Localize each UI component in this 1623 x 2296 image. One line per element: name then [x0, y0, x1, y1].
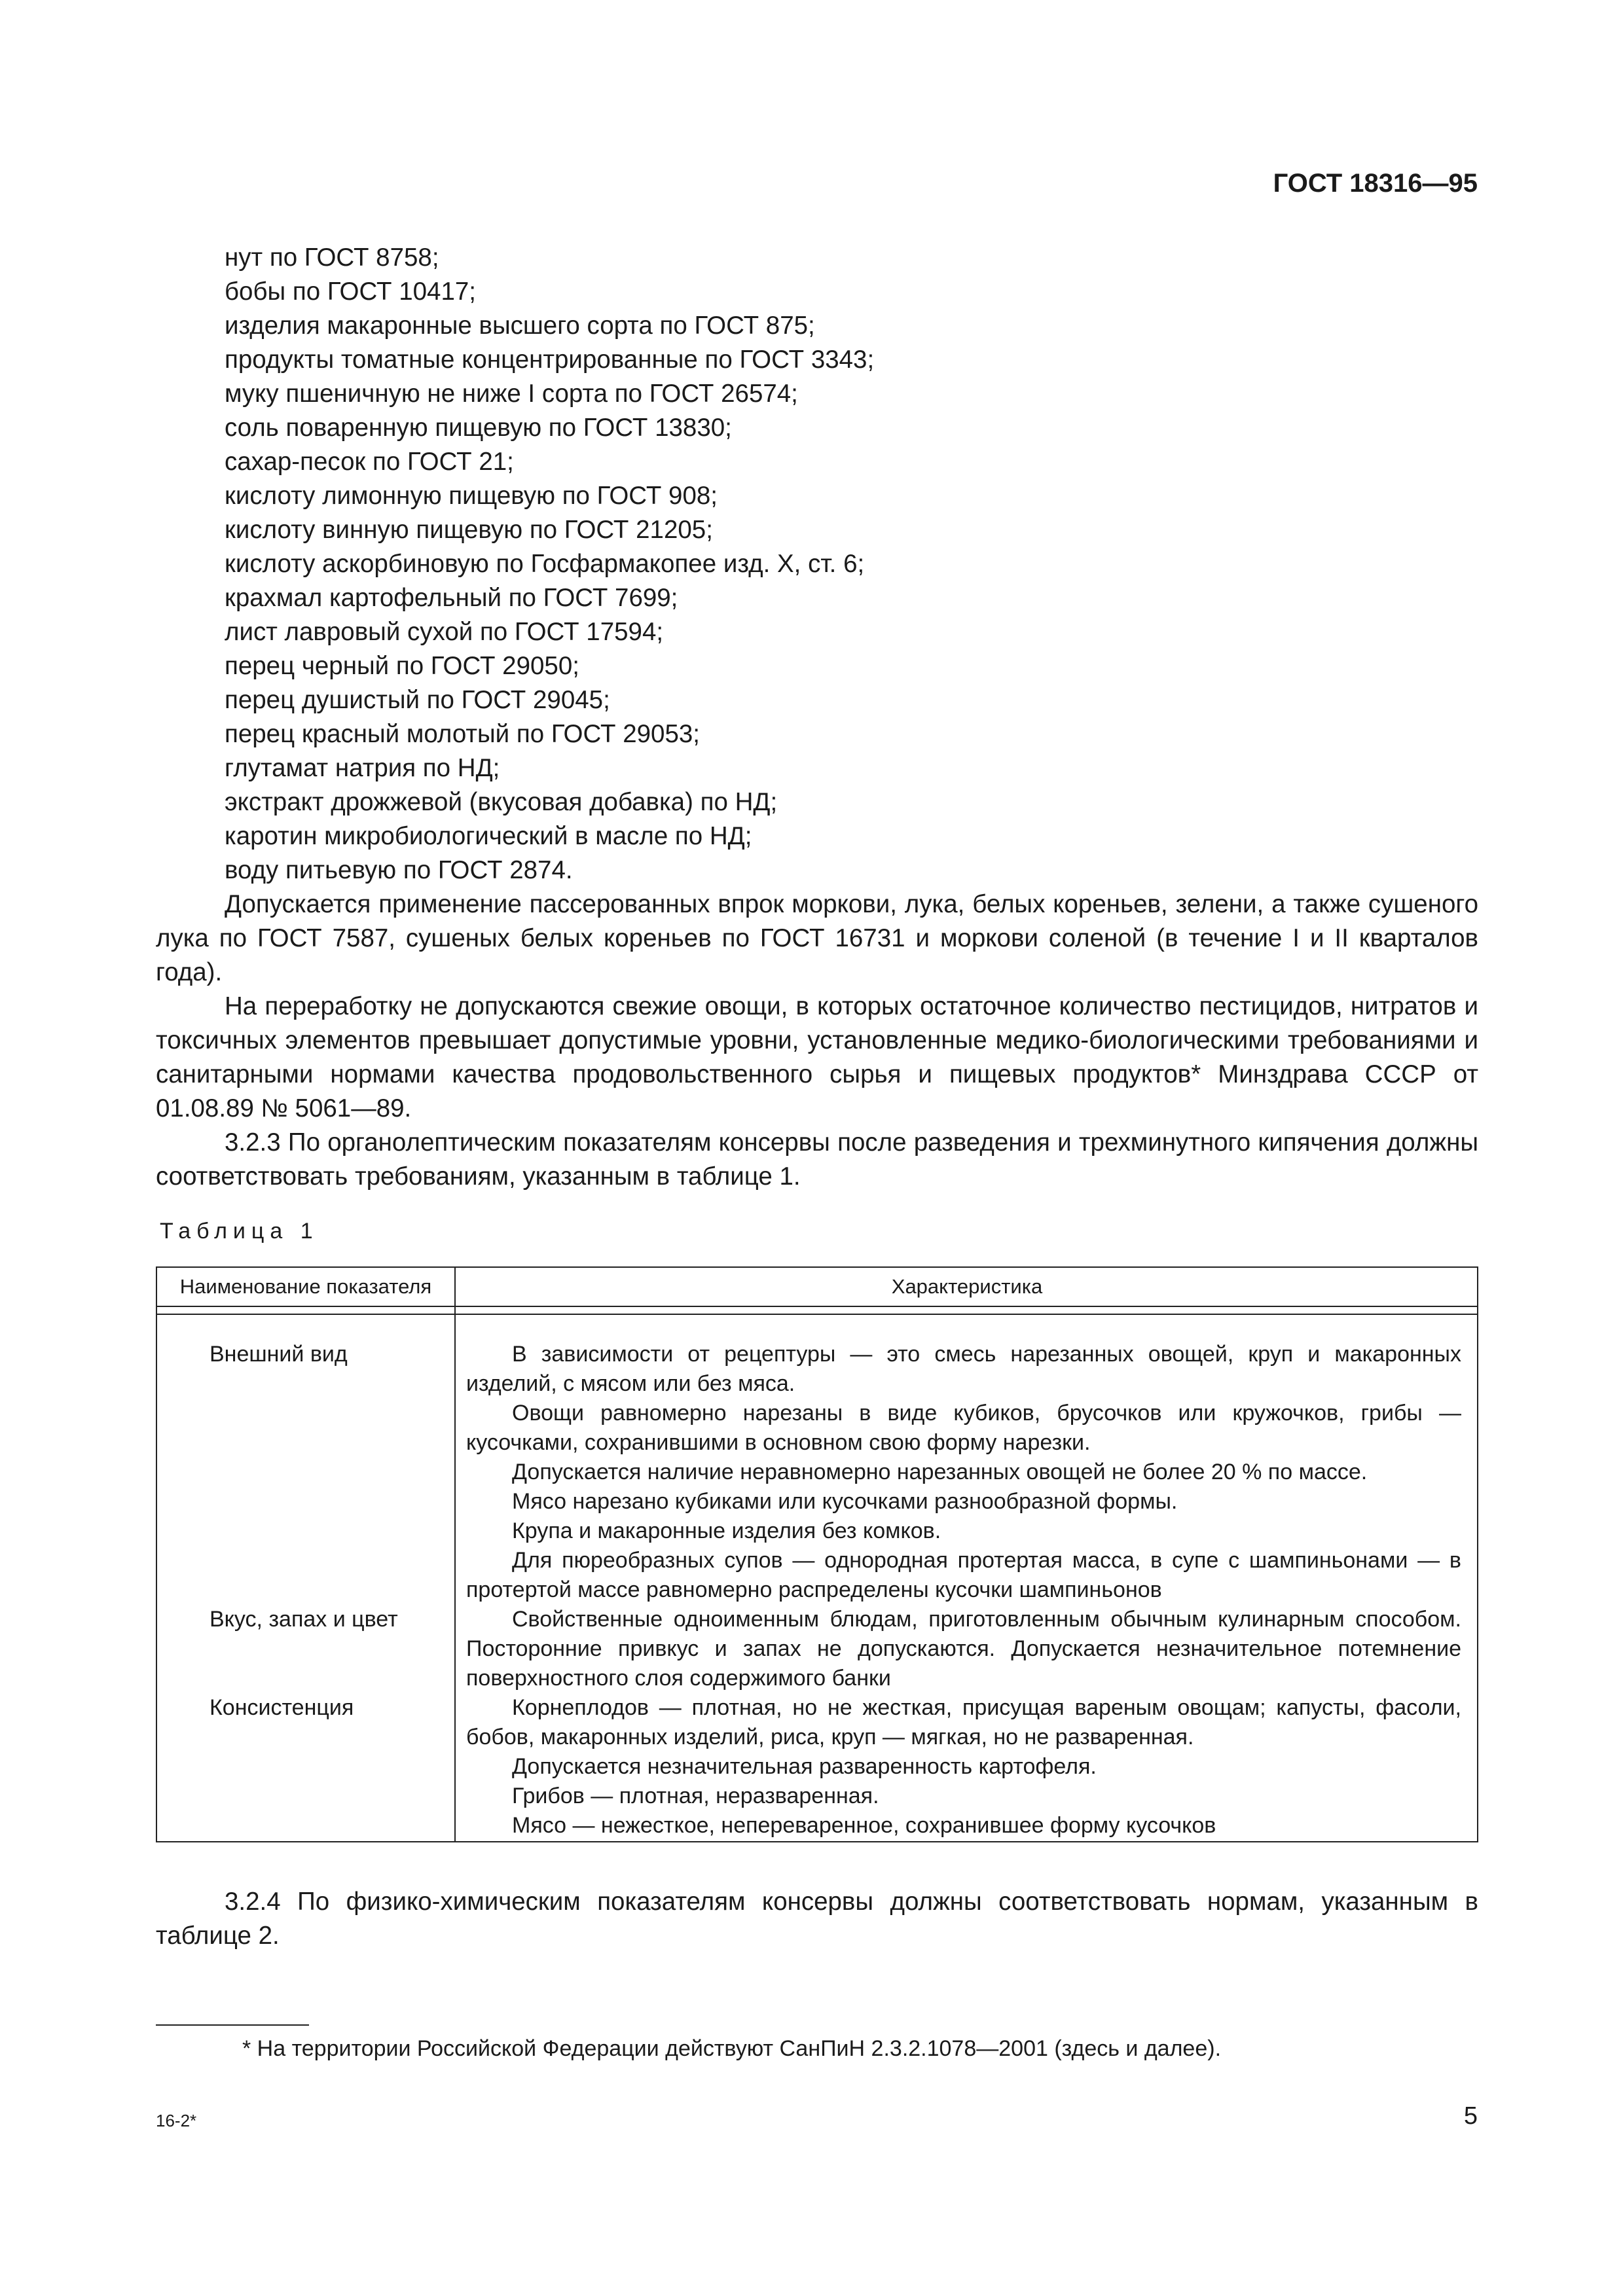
- appearance-paragraph: Для пюреобразных супов — однородная протертая масса, в супе с шампиньонами — в протертой массе равномерно распределены кусочки шампиньонов: [466, 1548, 1461, 1602]
- appearance-paragraph: Крупа и макаронные изделия без комков.: [512, 1518, 941, 1543]
- organoleptic-table: [156, 1266, 1478, 1842]
- consistency-paragraph: Мясо — нежесткое, непереваренное, сохранившее форму кусочков: [512, 1813, 1216, 1838]
- ingredient-item: муку пшеничную не ниже I сорта по ГОСТ 26574;: [225, 380, 798, 408]
- footnote-separator: [156, 2024, 309, 2026]
- ingredient-item: экстракт дрожжевой (вкусовая добавка) по НД;: [225, 788, 778, 816]
- ingredient-item: кислоту лимонную пищевую по ГОСТ 908;: [225, 482, 718, 510]
- paragraph-3-2-3: 3.2.3 По органолептическим показателям консервы после разведения и трехминутного кипячения должны соответствовать требованиям, указанным в таблице 1.: [156, 1128, 1478, 1191]
- ingredient-item: перец душистый по ГОСТ 29045;: [225, 686, 610, 714]
- ingredient-item: продукты томатные концентрированные по ГОСТ 3343;: [225, 346, 875, 374]
- ingredient-item: каротин микробиологический в масле по НД;: [225, 822, 752, 850]
- body-text: [156, 241, 1478, 1194]
- row-name-consistency: Консистенция: [210, 1695, 354, 1720]
- ingredient-item: крахмал картофельный по ГОСТ 7699;: [225, 584, 678, 612]
- body-text-after-table: [156, 1885, 1478, 1953]
- ingredient-item: бобы по ГОСТ 10417;: [225, 278, 476, 306]
- appearance-paragraph: В зависимости от рецептуры — это смесь нарезанных овощей, круп и макаронных изделий, с мясом или без мяса.: [466, 1342, 1461, 1396]
- ingredient-item: соль поваренную пищевую по ГОСТ 13830;: [225, 414, 732, 442]
- ingredient-item: перец красный молотый по ГОСТ 29053;: [225, 720, 700, 748]
- appearance-paragraph: Мясо нарезано кубиками или кусочками разнообразной формы.: [512, 1489, 1178, 1514]
- footnote: * На территории Российской Федерации действуют СанПиН 2.3.2.1078—2001 (здесь и далее).: [242, 2036, 1222, 2061]
- column-header-characteristic: Характеристика: [891, 1275, 1043, 1298]
- row-name-appearance: Внешний вид: [210, 1342, 348, 1367]
- consistency-paragraph: Корнеплодов — плотная, но не жесткая, присущая вареным овощам; капусты, фасоли, бобов, макаронных изделий, риса, круп — мягкая, но не разваренная.: [466, 1695, 1461, 1749]
- column-divider: [454, 1268, 456, 1841]
- paragraph-allowed-ingredients: Допускается применение пассерованных впрок моркови, лука, белых кореньев, зелени, а также сушеного лука по ГОСТ 7587, сушеных белых кореньев по ГОСТ 16731 и моркови соленой (в течение I и II кварталов года).: [156, 890, 1478, 986]
- ingredient-list: [156, 241, 1478, 888]
- taste-paragraph: Свойственные одноименным блюдам, приготовленным обычным кулинарным способом. Посторонние привкус и запах не допускаются. Допускается незначительное потемнение поверхностного слоя содержимого банки: [466, 1607, 1461, 1691]
- ingredient-item: нут по ГОСТ 8758;: [225, 243, 439, 272]
- ingredient-item: воду питьевую по ГОСТ 2874.: [225, 856, 573, 884]
- appearance-description: [466, 1340, 1461, 1605]
- consistency-description: [466, 1693, 1461, 1840]
- appearance-paragraph: Овощи равномерно нарезаны в виде кубиков, брусочков или кружочков, грибы — кусочками, сохранившими в основном свою форму нарезки.: [466, 1401, 1461, 1455]
- ingredient-item: кислоту винную пищевую по ГОСТ 21205;: [225, 516, 713, 544]
- ingredient-item: глутамат натрия по НД;: [225, 754, 500, 782]
- consistency-paragraph: Допускается незначительная разваренность картофеля.: [512, 1754, 1097, 1779]
- taste-description: [466, 1605, 1461, 1693]
- paragraph-restrictions: На переработку не допускаются свежие овощи, в которых остаточное количество пестицидов, нитратов и токсичных элементов превышает допустимые уровни, установленные медико-биологическими требованиями и санитарными нормами качества продовольственного сырья и пищевых продуктов* Минздрава СССР от 01.08.89 № 5061—89.: [156, 992, 1478, 1122]
- header-rule: [157, 1306, 1477, 1307]
- page-signature-code: 16-2*: [156, 2111, 197, 2130]
- row-name-taste: Вкус, запах и цвет: [210, 1607, 398, 1632]
- ingredient-item: сахар-песок по ГОСТ 21;: [225, 448, 514, 476]
- characteristics-column: [466, 1340, 1461, 1840]
- header-rule-double: [157, 1314, 1477, 1315]
- ingredient-item: кислоту аскорбиновую по Госфармакопее изд. X, ст. 6;: [225, 550, 865, 578]
- consistency-paragraph: Грибов — плотная, неразваренная.: [512, 1784, 879, 1808]
- ingredient-item: изделия макаронные высшего сорта по ГОСТ 875;: [225, 312, 815, 340]
- appearance-paragraph: Допускается наличие неравномерно нарезанных овощей не более 20 % по массе.: [512, 1460, 1368, 1484]
- page-header-gost-code: ГОСТ 18316—95: [1273, 169, 1478, 198]
- ingredient-item: перец черный по ГОСТ 29050;: [225, 652, 579, 680]
- table-caption: Таблица 1: [160, 1219, 319, 1244]
- ingredient-item: лист лавровый сухой по ГОСТ 17594;: [225, 618, 664, 646]
- paragraph-3-2-4: 3.2.4 По физико-химическим показателям консервы должны соответствовать нормам, указанным в таблице 2.: [156, 1888, 1478, 1950]
- column-header-name: Наименование показателя: [179, 1275, 432, 1298]
- page-number: 5: [1463, 2102, 1478, 2130]
